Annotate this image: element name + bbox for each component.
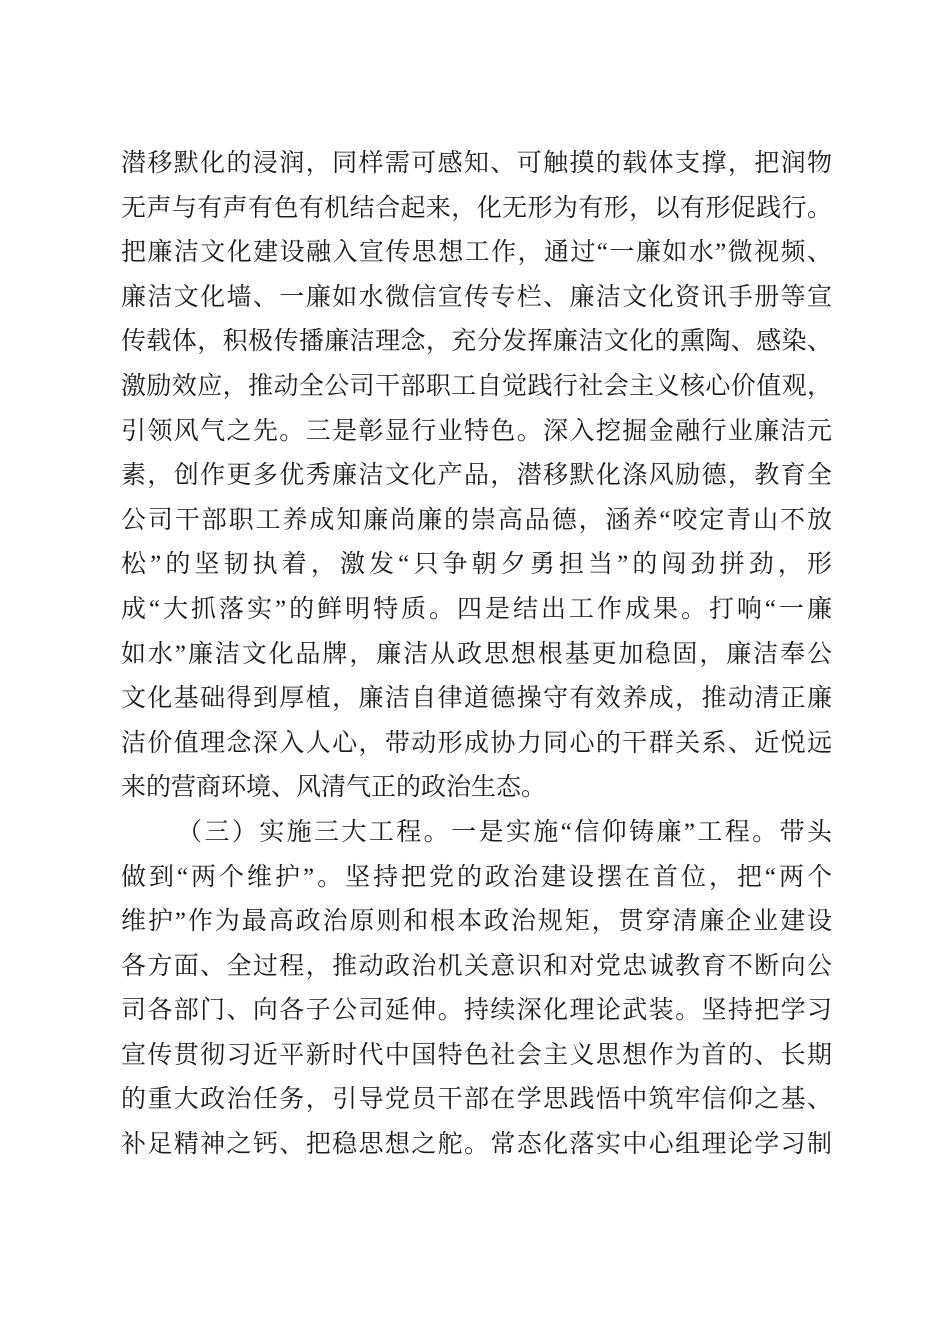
text-line: 的重大政治任务，引导党员干部在学思践悟中筑牢信仰之基、: [121, 1086, 832, 1114]
text-line-paragraph-end: 来的营商环境、风清气正的政治生态。: [121, 774, 547, 802]
text-line: 成“大抓落实”的鲜明特质。四是结出工作成果。打响“一廉: [121, 595, 832, 623]
text-line: 引领风气之先。三是彰显行业特色。深入挖掘金融行业廉洁元: [121, 417, 832, 445]
text-line-paragraph-start: （三）实施三大工程。一是实施“信仰铸廉”工程。带头: [177, 818, 832, 846]
text-line: 宣传贯彻习近平新时代中国特色社会主义思想作为首的、长期: [121, 1041, 832, 1069]
text-line: 如水”廉洁文化品牌，廉洁从政思想根基更加稳固，廉洁奉公: [121, 640, 832, 668]
text-line: 维护”作为最高政治原则和根本政治规矩，贯穿清廉企业建设: [121, 908, 832, 936]
text-line: 素，创作更多优秀廉洁文化产品，潜移默化涤风励德，教育全: [121, 462, 832, 490]
text-line: 补足精神之钙、把稳思想之舵。常态化落实中心组理论学习制: [121, 1131, 832, 1159]
text-line: 把廉洁文化建设融入宣传思想工作，通过“一廉如水”微视频、: [121, 239, 832, 267]
text-line: 各方面、全过程，推动政治机关意识和对党忠诚教育不断向公: [121, 952, 832, 980]
text-line: 无声与有声有色有机结合起来，化无形为有形，以有形促践行。: [121, 194, 832, 222]
text-line: 洁价值理念深入人心，带动形成协力同心的干群关系、近悦远: [121, 729, 832, 757]
text-line: 松”的坚韧执着，激发“只争朝夕勇担当”的闯劲拼劲，形: [121, 551, 832, 579]
text-line: 激励效应，推动全公司干部职工自觉践行社会主义核心价值观，: [121, 372, 832, 400]
text-line: 廉洁文化墙、一廉如水微信宣传专栏、廉洁文化资讯手册等宣: [121, 283, 832, 311]
text-line: 司各部门、向各子公司延伸。持续深化理论武装。坚持把学习: [121, 997, 832, 1025]
text-line: 做到“两个维护”。坚持把党的政治建设摆在首位，把“两个: [121, 863, 832, 891]
text-line: 文化基础得到厚植，廉洁自律道德操守有效养成，推动清正廉: [121, 685, 832, 713]
text-line: 潜移默化的浸润，同样需可感知、可触摸的载体支撑，把润物: [121, 150, 832, 177]
text-line: 公司干部职工养成知廉尚廉的崇高品德，涵养“咬定青山不放: [121, 506, 832, 534]
text-line: 传载体，积极传播廉洁理念，充分发挥廉洁文化的熏陶、感染、: [121, 328, 832, 356]
document-text-block: [121, 142, 832, 1168]
